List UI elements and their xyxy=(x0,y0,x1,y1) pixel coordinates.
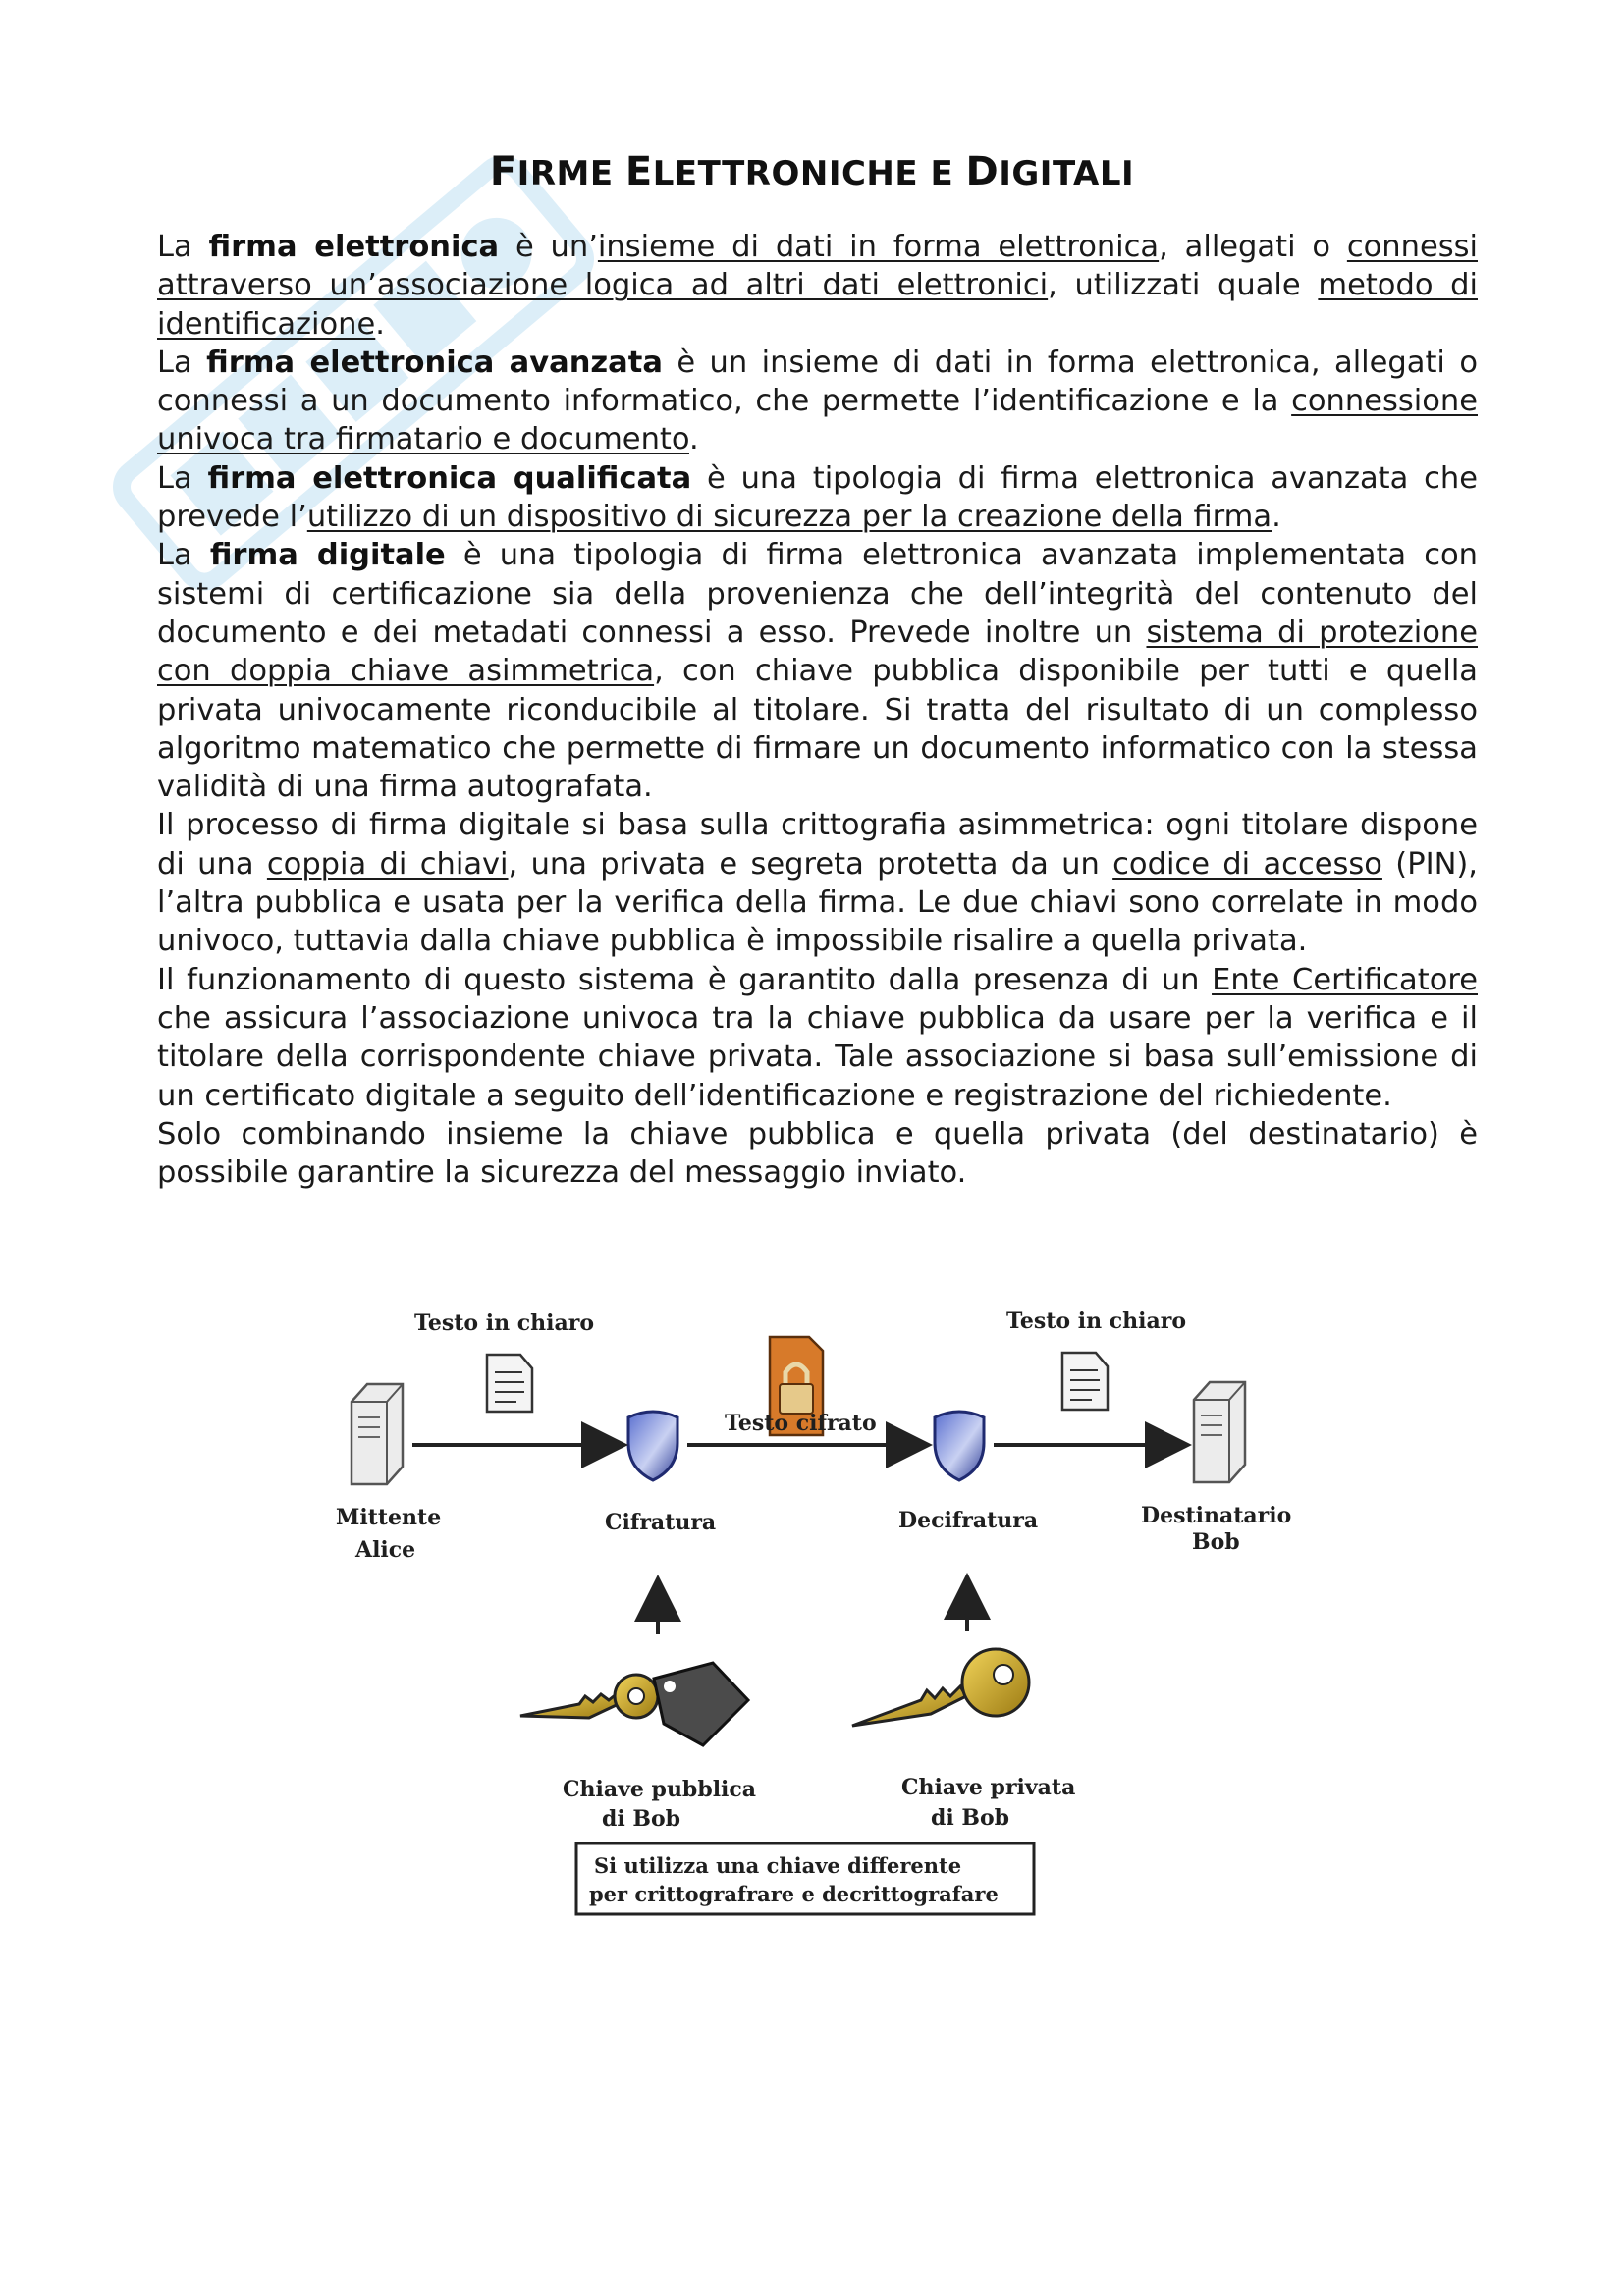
sender-label-line2: Alice xyxy=(355,1537,416,1563)
public-key-label-line2: di Bob xyxy=(602,1806,681,1832)
encryption-label: Cifratura xyxy=(605,1510,717,1535)
sender-label-line1: Mittente xyxy=(336,1505,442,1530)
paragraph-ente-certificatore: Il funzionamento di questo sistema è garantito dalla presenza di un Ente Certificatore che assicura l’associazione univoca tra la chiave pubblica da usare per la verifica e il titolare della corrispondente chiave privata. Tale associazione si basa sull’emissione di un certificato digitale a seguito dell’identificazione e registrazione del richiedente. xyxy=(157,962,1478,1113)
asymmetric-encryption-diagram xyxy=(334,1286,1296,1953)
plaintext-right-label: Testo in chiaro xyxy=(1006,1308,1187,1334)
private-key-icon xyxy=(852,1649,1029,1726)
public-key-label-line1: Chiave pubblica xyxy=(563,1777,757,1802)
paragraph-firma-avanzata: La firma elettronica avanzata è un insieme di dati in forma elettronica, allegati o connessi a un documento informatico, che permette l’identificazione e la connessione univoca tra firmatario e documento. xyxy=(157,345,1478,457)
sender-server-icon xyxy=(352,1384,403,1484)
receiver-server-icon xyxy=(1194,1382,1245,1482)
note-line2: per crittografrare e decrittografare xyxy=(589,1882,999,1906)
receiver-label-line2: Bob xyxy=(1192,1529,1240,1555)
paragraph-firma-elettronica: La firma elettronica è un’insieme di dati in forma elettronica, allegati o connessi attraverso un’associazione logica ad altri dati elettronici, utilizzati quale metodo di identificazione. xyxy=(157,230,1478,342)
private-key-label-line1: Chiave privata xyxy=(901,1775,1076,1800)
private-key-label-line2: di Bob xyxy=(931,1805,1010,1831)
public-key-icon xyxy=(520,1663,748,1745)
encryption-shield-icon xyxy=(628,1412,677,1480)
note-line1: Si utilizza una chiave differente xyxy=(594,1853,962,1878)
page-title: FIRME ELETTRONICHE E DIGITALI xyxy=(489,149,1135,194)
plaintext-document-left-icon xyxy=(487,1355,532,1412)
receiver-label-line1: Destinatario xyxy=(1141,1503,1292,1528)
paragraph-firma-qualificata: La firma elettronica qualificata è una tipologia di firma elettronica avanzata che prevede l’utilizzo di un dispositivo di sicurezza per la creazione della firma. xyxy=(157,460,1478,535)
document-body xyxy=(157,228,1478,1192)
decryption-label: Decifratura xyxy=(898,1508,1039,1533)
decryption-shield-icon xyxy=(935,1412,984,1480)
paragraph-conclusione: Solo combinando insieme la chiave pubblica e quella privata (del destinatario) è possibile garantire la sicurezza del messaggio inviato. xyxy=(157,1116,1478,1191)
paragraph-processo-firma: Il processo di firma digitale si basa sulla crittografia asimmetrica: ogni titolare dispone di una coppia di chiavi, una privata e segreta protetta da un codice di accesso (PIN), l’altra pubblica e usata per la verifica della firma. Le due chiavi sono correlate in modo univoco, tuttavia dalla chiave pubblica è impossibile risalire a quella privata. xyxy=(157,808,1478,959)
plaintext-document-right-icon xyxy=(1062,1353,1108,1410)
plaintext-left-label: Testo in chiaro xyxy=(414,1310,595,1336)
paragraph-firma-digitale: La firma digitale è una tipologia di firma elettronica avanzata implementata con sistemi di certificazione sia della provenienza che dell’integrità del contenuto del documento e dei metadati connessi a esso. Prevede inoltre un sistema di protezione con doppia chiave asimmetrica, con chiave pubblica disponibile per tutti e quella privata univocamente riconducibile al titolare. Si tratta del risultato di un complesso algoritmo matematico che permette di firmare un documento informatico con la stessa validità di una firma autografata. xyxy=(157,538,1478,805)
ciphertext-label: Testo cifrato xyxy=(725,1411,877,1436)
